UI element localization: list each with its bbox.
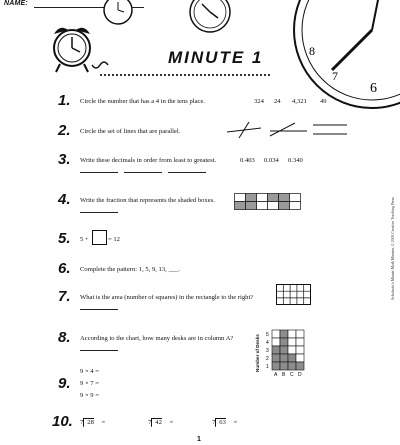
question-4-number: 4. bbox=[58, 191, 71, 208]
desk-chart-x-label: A bbox=[274, 372, 278, 378]
desk-chart-cell bbox=[296, 330, 304, 338]
desk-chart-y-tick: 3 bbox=[266, 348, 269, 354]
desk-chart-y-tick: 2 bbox=[266, 356, 269, 362]
q2-slanted-lines[interactable] bbox=[270, 123, 307, 136]
q7-area-rectangle bbox=[276, 284, 312, 306]
desk-chart-cell bbox=[296, 354, 304, 362]
q2-line-choices bbox=[225, 120, 350, 140]
desk-chart-cell bbox=[288, 330, 296, 338]
fraction-box bbox=[290, 202, 301, 210]
question-6-text: Complete the pattern: 1, 5, 9, 13, ___. bbox=[80, 266, 180, 273]
desk-chart-y-tick: 5 bbox=[266, 332, 269, 338]
q10-2-dividend: 42 bbox=[155, 419, 162, 426]
fraction-box bbox=[290, 194, 301, 202]
q3-answer-blank-1[interactable] bbox=[80, 172, 118, 173]
fraction-box bbox=[257, 194, 268, 202]
q3-decimal-a: 0.403 bbox=[240, 157, 255, 164]
question-4-text: Write the fraction that represents the shaded boxes. bbox=[80, 197, 215, 204]
q5-answer-box[interactable] bbox=[92, 230, 107, 245]
question-1-text: Circle the number that has a 4 in the tens place. bbox=[80, 98, 206, 105]
q9-line-3: 9 × 9 = bbox=[80, 392, 99, 399]
fraction-box bbox=[268, 194, 279, 202]
desk-chart-cell bbox=[288, 362, 296, 370]
q2-crossing-lines[interactable] bbox=[227, 122, 261, 138]
desk-chart-y-tick: 4 bbox=[266, 340, 269, 346]
q3-answer-blank-3[interactable] bbox=[168, 172, 206, 173]
q3-decimal-c: 0.340 bbox=[288, 157, 303, 164]
fraction-box bbox=[257, 202, 268, 210]
title-dotted-line bbox=[100, 74, 270, 76]
question-7-text: What is the area (number of squares) in the rectangle to the right? bbox=[80, 294, 254, 301]
q3-answer-blank-2[interactable] bbox=[124, 172, 162, 173]
q10-problem-2 bbox=[148, 419, 173, 426]
desk-chart-cell bbox=[280, 354, 288, 362]
question-7-number: 7. bbox=[58, 288, 71, 305]
q10-1-dividend: 28 bbox=[87, 419, 94, 426]
question-9-number: 9. bbox=[58, 375, 71, 392]
desk-chart-cell bbox=[280, 330, 288, 338]
desk-chart-cell bbox=[272, 338, 280, 346]
question-6-number: 6. bbox=[58, 260, 71, 277]
q4-answer-blank[interactable] bbox=[80, 212, 118, 213]
q8-answer-blank[interactable] bbox=[80, 350, 118, 351]
q10-3-dividend: 63 bbox=[219, 419, 226, 426]
fraction-box bbox=[246, 194, 257, 202]
question-5-left: 5 + bbox=[80, 236, 89, 243]
page-number: 1 bbox=[197, 436, 201, 443]
question-3-number: 3. bbox=[58, 151, 71, 168]
desk-chart-cell bbox=[296, 338, 304, 346]
page-title: MINUTE 1 bbox=[168, 48, 264, 67]
question-10-number: 10. bbox=[52, 413, 73, 430]
desk-chart-cell bbox=[280, 338, 288, 346]
q10-1-equals: = bbox=[101, 419, 106, 426]
name-label: NAME: bbox=[4, 0, 28, 7]
desk-chart-y-tick: 1 bbox=[266, 364, 269, 370]
desk-chart-cell bbox=[272, 330, 280, 338]
question-2-text: Circle the set of lines that are parallel. bbox=[80, 128, 181, 135]
q10-1-divisor: 7 bbox=[80, 419, 84, 426]
q9-line-1: 9 × 4 = bbox=[80, 368, 99, 375]
small-clock-icon bbox=[98, 0, 138, 30]
desk-chart-cell bbox=[288, 346, 296, 354]
q1-choice-a[interactable]: 324 bbox=[254, 98, 264, 105]
svg-text:7: 7 bbox=[332, 69, 338, 83]
desk-chart-x-label: C bbox=[290, 372, 294, 378]
desk-chart-cell bbox=[280, 346, 288, 354]
fraction-box bbox=[268, 202, 279, 210]
clock-icon-top bbox=[180, 0, 240, 40]
question-8-number: 8. bbox=[58, 329, 71, 346]
q2-parallel-lines[interactable] bbox=[313, 125, 347, 134]
desk-chart-cell bbox=[288, 338, 296, 346]
q10-problem-3 bbox=[212, 419, 237, 426]
q4-fraction-grid bbox=[234, 193, 302, 211]
q10-3-divisor: 7 bbox=[212, 419, 216, 426]
copyright-credit: Scholastic's Minute Math Minutes, © 2003 Creative Teaching Press bbox=[391, 197, 395, 300]
q7-answer-blank[interactable] bbox=[80, 309, 118, 310]
desk-chart-cell bbox=[280, 362, 288, 370]
question-5-number: 5. bbox=[58, 230, 71, 247]
q10-2-equals: = bbox=[169, 419, 174, 426]
question-3-text: Write these decimals in order from least to greatest. bbox=[80, 157, 217, 164]
question-1-number: 1. bbox=[58, 92, 71, 109]
q1-choice-d[interactable]: 49 bbox=[320, 98, 327, 105]
desk-chart-cell bbox=[296, 362, 304, 370]
desk-chart-y-label: Number of Desks bbox=[255, 334, 260, 372]
desk-chart-cell bbox=[272, 354, 280, 362]
q1-choice-b[interactable]: 24 bbox=[274, 98, 281, 105]
svg-text:6: 6 bbox=[370, 81, 377, 96]
desk-chart-x-label: D bbox=[298, 372, 302, 378]
question-5-right: = 12 bbox=[108, 236, 120, 243]
fraction-box bbox=[279, 194, 290, 202]
desk-chart bbox=[262, 326, 318, 378]
q1-choice-c[interactable]: 4,321 bbox=[292, 98, 307, 105]
desk-chart-cell bbox=[296, 346, 304, 354]
q10-3-equals: = bbox=[233, 419, 238, 426]
desk-chart-x-label: B bbox=[282, 372, 286, 378]
desk-chart-cell bbox=[272, 362, 280, 370]
desk-chart-cell bbox=[272, 346, 280, 354]
desk-chart-cell bbox=[288, 354, 296, 362]
fraction-box bbox=[246, 202, 257, 210]
q3-decimal-b: 0.034 bbox=[264, 157, 279, 164]
fraction-box bbox=[235, 202, 246, 210]
question-2-number: 2. bbox=[58, 122, 71, 139]
question-8-text: According to the chart, how many desks are in column A? bbox=[80, 335, 234, 342]
q9-line-2: 9 × 7 = bbox=[80, 380, 99, 387]
svg-text:8: 8 bbox=[309, 44, 315, 58]
fraction-box bbox=[279, 202, 290, 210]
fraction-box bbox=[235, 194, 246, 202]
q10-problem-1 bbox=[80, 419, 105, 426]
q10-2-divisor: 7 bbox=[148, 419, 152, 426]
